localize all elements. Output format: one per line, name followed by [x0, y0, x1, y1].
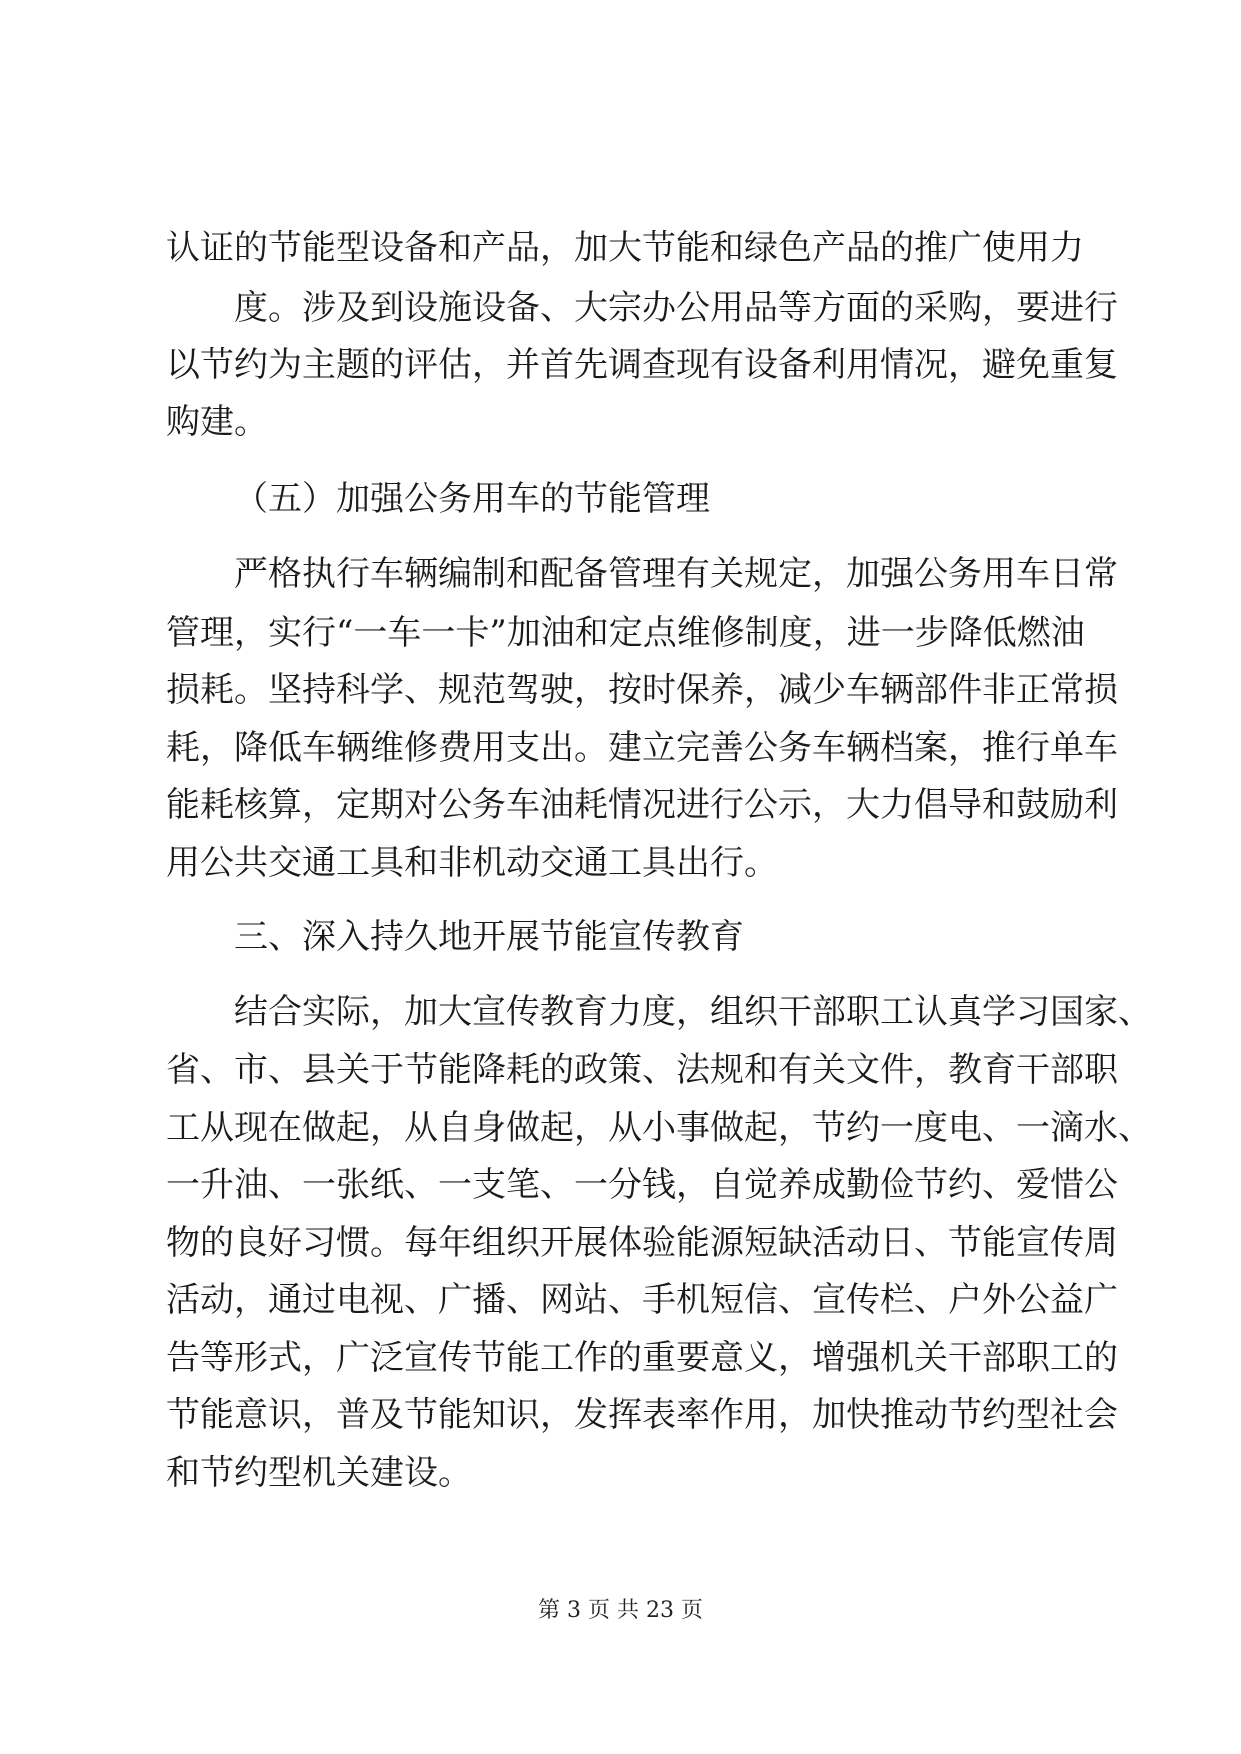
- text-line: 节能意识，普及节能知识，发挥表率作用，加快推动节约型社会: [166, 1395, 1118, 1435]
- text-line: 以节约为主题的评估，并首先调查现有设备利用情况，避免重复: [166, 345, 1118, 385]
- text-line: 物的良好习惯。每年组织开展体验能源短缺活动日、节能宣传周: [166, 1223, 1118, 1263]
- text-line: 度。涉及到设施设备、大宗办公用品等方面的采购，要进行: [234, 288, 1118, 328]
- text-line: 管理，实行“一车一卡”加油和定点维修制度，进一步降低燃油: [166, 613, 1085, 653]
- text-line: 告等形式，广泛宣传节能工作的重要意义，增强机关干部职工的: [166, 1338, 1118, 1378]
- text-line: 省、市、县关于节能降耗的政策、法规和有关文件，教育干部职: [166, 1050, 1118, 1090]
- section-heading: （五）加强公务用车的节能管理: [234, 479, 710, 519]
- text-line: 耗，降低车辆维修费用支出。建立完善公务车辆档案，推行单车: [166, 728, 1118, 768]
- text-line: 工从现在做起，从自身做起，从小事做起，节约一度电、一滴水、: [166, 1108, 1152, 1148]
- text-line: 能耗核算，定期对公务车油耗情况进行公示，大力倡导和鼓励利: [166, 785, 1118, 825]
- text-line: 和节约型机关建设。: [166, 1453, 472, 1493]
- text-line: 购建。: [166, 402, 268, 442]
- text-line: 活动，通过电视、广播、网站、手机短信、宣传栏、户外公益广: [166, 1280, 1118, 1320]
- text-line: 用公共交通工具和非机动交通工具出行。: [166, 843, 778, 883]
- section-heading: 三、深入持久地开展节能宣传教育: [234, 917, 744, 957]
- text-line: 认证的节能型设备和产品，加大节能和绿色产品的推广使用力: [166, 228, 1084, 268]
- text-line: 结合实际，加大宣传教育力度，组织干部职工认真学习国家、: [234, 992, 1152, 1032]
- text-line: 损耗。坚持科学、规范驾驶，按时保养，减少车辆部件非正常损: [166, 670, 1118, 710]
- page-number-footer: 第 3 页 共 23 页: [538, 1598, 703, 1623]
- text-line: 严格执行车辆编制和配备管理有关规定，加强公务用车日常: [234, 554, 1118, 594]
- text-line: 一升油、一张纸、一支笔、一分钱，自觉养成勤俭节约、爱惜公: [166, 1165, 1118, 1205]
